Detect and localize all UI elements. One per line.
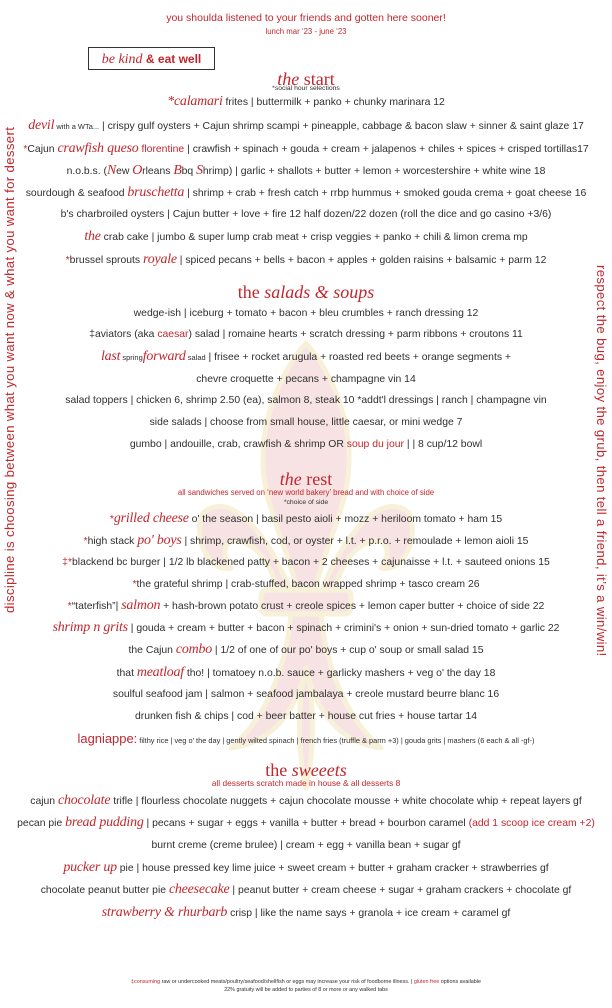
heading-word: sweeets <box>287 760 347 780</box>
item-crab-cake <box>6 228 606 246</box>
item-text: | shrimp + crab + fresh catch + rrbp hummus + smoked gouda crema + goat cheese 16 <box>184 188 587 199</box>
item-text: the grateful shrimp | crab-stuffed, bacon wrapped shrimp + tasco cream 26 <box>136 579 480 590</box>
item-text: | | 8 cup/12 bowl <box>403 439 483 450</box>
item-shrimp-grits <box>6 619 606 637</box>
item-text: that <box>116 668 137 679</box>
heading-the: the <box>237 282 260 302</box>
tagline: you shoulda listened to your friends and gotten here sooner! <box>166 12 446 24</box>
item-highlight: forward <box>142 349 186 364</box>
side-note-right: respect the bug, enjoy the grub, then tell a friend, it’s a win/win! <box>594 265 609 657</box>
item-initial: S <box>196 163 203 178</box>
item-bruschetta <box>6 184 606 202</box>
item-addon: (add 1 scoop ice cream +2) <box>468 818 595 829</box>
item-initial: N <box>107 163 117 178</box>
item-text: | crawfish + spinach + gouda + cream + jalapenos + chiles + spices + crisped tortillas17 <box>184 144 589 155</box>
item-highlight: salmon <box>121 598 161 613</box>
item-text: Cajun <box>27 144 58 155</box>
item-text: sourdough & seafood <box>25 188 128 199</box>
item-text: | gouda + cream + butter + bacon + spinach + crimini's + onion + sun-dried tomato + garlic 22 <box>127 623 560 634</box>
item-meatloaf <box>6 664 606 682</box>
item-highlight: chocolate <box>57 793 111 808</box>
footer-text: raw or undercooked meats/poultry/seafood/shellfish or eggs may increase your risk of foodborne illness. | <box>160 979 414 985</box>
item-po-boys <box>6 532 606 550</box>
heading-the: the <box>277 69 300 89</box>
item-fish-chips <box>6 708 606 726</box>
item-taterfish-salmon <box>6 597 606 615</box>
item-text: rleans <box>142 166 174 177</box>
item-text: ew <box>116 166 133 177</box>
section-note-sweets: all desserts scratch made in house & all desserts 8 <box>211 778 401 788</box>
item-text: burnt creme (creme brulee) | cream + egg + vanilla bean + sugar gf <box>151 840 461 851</box>
section-note-start: *social hour selections <box>272 85 340 92</box>
item-text: gumbo | andouille, crab, crawfish & shrimp OR <box>129 439 347 450</box>
item-aviators-salad <box>6 326 606 344</box>
item-text: chevre croquette + pecans + champagne vin 14 <box>196 374 416 385</box>
item-text: the Cajun <box>128 645 176 656</box>
item-text: n.o.b.s. ( <box>66 166 107 177</box>
item-text: hrimp) <box>202 166 233 177</box>
heading-the: the <box>279 469 302 489</box>
item-calamari <box>6 93 606 111</box>
item-charbroiled-oysters <box>6 206 606 224</box>
item-text: | spiced pecans + bells + bacon + apples + golden raisins + balsamic + parm 12 <box>176 255 547 266</box>
item-text: b's charbroiled oysters | Cajun butter + love + fire 12 half dozen/22 dozen (roll the dice and go casino +3/6) <box>60 209 552 220</box>
item-text: | garlic + shallots + butter + lemon + worcestershire + white wine 18 <box>232 166 546 177</box>
heading-word: start <box>299 69 335 89</box>
item-marker: * <box>23 144 28 155</box>
item-initial: O <box>132 163 143 178</box>
motto-be-kind: be kind <box>101 52 143 67</box>
section-heading-salads <box>100 281 512 303</box>
item-text: | peanut butter + cream cheese + sugar + graham crackers + chocolate gf <box>229 885 572 896</box>
lagniappe-label: lagniappe: <box>77 731 138 746</box>
item-highlight: devil <box>28 118 55 133</box>
item-pb-cheesecake <box>6 881 606 899</box>
item-text: chocolate peanut butter pie <box>40 885 169 896</box>
item-highlight-plain: soup du jour <box>346 439 404 450</box>
footer-marker: ‡consuming <box>131 979 161 985</box>
item-text: | frisee + rocket arugula + roasted red beets + orange segments + <box>205 352 512 363</box>
item-marker: ‡* <box>62 557 72 568</box>
item-highlight: *calamari <box>167 94 223 109</box>
item-text: | pecans + sugar + eggs + vanilla + butter + bread + bourbon caramel <box>143 818 469 829</box>
heading-the: the <box>265 760 288 780</box>
item-spring-forward-salad <box>6 348 606 366</box>
lagniappe-sides <box>6 730 606 748</box>
side-note-left: discipline is choosing between what you want now & what you want for dessert <box>2 126 17 614</box>
item-cajun-combo <box>6 641 606 659</box>
item-bc-burger <box>6 554 606 572</box>
item-nobs <box>6 162 606 180</box>
motto-box <box>88 47 215 70</box>
item-marker: * <box>65 255 70 266</box>
item-text: wedge-ish | iceburg + tomato + bacon + bleu crumbles + ranch dressing 12 <box>133 308 479 319</box>
item-highlight-plain: florentine <box>138 144 185 155</box>
item-text: pie | house pressed key lime juice + sweet cream + butter + graham cracker + strawberries gf <box>116 863 549 874</box>
footer-gratuity: 22% gratuity will be added to parties of 8 or more or any walked tabs <box>224 987 388 993</box>
item-text: brussel sprouts <box>69 255 144 266</box>
item-wedge <box>6 305 606 323</box>
item-text: filthy rice | veg o' the day | gently wilted spinach | french fries (truffle & parm +3) | gouda grits | mashers (6 each & all -gf-) <box>137 736 535 745</box>
item-highlight: grilled cheese <box>113 511 189 526</box>
item-burnt-creme <box>6 837 606 855</box>
side-salads <box>6 414 606 432</box>
section-subnote-rest: *choice of side <box>283 499 329 506</box>
item-text: cajun <box>30 796 58 807</box>
item-grilled-cheese <box>6 510 606 528</box>
season-dates: lunch mar ‘23 - june ‘23 <box>265 27 347 36</box>
item-highlight: meatloaf <box>136 665 184 680</box>
item-gumbo <box>6 436 606 454</box>
item-spring-forward-salad-cont <box>6 371 606 389</box>
item-highlight-plain: caesar <box>157 329 189 340</box>
item-text: trifle | flourless chocolate nuggets + cajun chocolate mousse + white chocolate whip + repeat layers gf <box>110 796 582 807</box>
item-seafood-jam <box>6 686 606 704</box>
item-highlight: po' boys <box>137 533 182 548</box>
item-text: ) salad | romaine hearts + scratch dressing + parm ribbons + croutons 11 <box>188 329 523 340</box>
item-highlight: strawberry & rhurbarb <box>101 905 228 920</box>
item-aside: with a WTa... <box>54 122 100 131</box>
item-text: side salads | choose from small house, little caesar, or mini wedge 7 <box>149 417 463 428</box>
item-highlight: combo <box>175 642 212 657</box>
item-text: “taterfish”| <box>71 601 122 612</box>
item-aside: salad <box>185 353 206 362</box>
footer-text: options available <box>439 979 481 985</box>
item-initial: B <box>173 163 182 178</box>
item-text: tho! | tomatoey n.o.b. sauce + garlicky mashers + veg o' the day 18 <box>183 668 496 679</box>
item-text: o' the season | basil pesto aioli + mozz + heriloom tomato + ham 15 <box>188 514 503 525</box>
item-devil <box>6 117 606 135</box>
item-marker: * <box>67 601 72 612</box>
item-text: crab cake | jumbo & super lump crab meat + crisp veggies + panko + chili & limon crema mp <box>100 232 528 243</box>
item-text: crisp | like the name says + granola + ice cream + caramel gf <box>227 908 511 919</box>
item-marker: * <box>109 514 114 525</box>
item-text: blackend bc burger | 1/2 lb blackened patty + bacon + 2 cheeses + cajunaisse + l.t. + sauteed onions 15 <box>72 557 550 568</box>
item-text: drunken fish & chips | cod + beer batter + house cut fries + house tartar 14 <box>134 711 478 722</box>
item-crawfish-queso <box>6 140 606 158</box>
item-text: bq <box>181 166 197 177</box>
item-highlight: royale <box>143 252 177 267</box>
item-chocolate-trifle <box>6 792 606 810</box>
item-highlight: bread pudding <box>65 815 144 830</box>
item-highlight: cheesecake <box>168 882 230 897</box>
item-text: soulful seafood jam | salmon + seafood jambalaya + creole mustard beurre blanc 16 <box>112 689 500 700</box>
item-text: | shrimp, crawfish, cod, or oyster + l.t. + p.r.o. + remoulade + lemon aioli 15 <box>181 536 529 547</box>
item-text: salad toppers | chicken 6, shrimp 2.50 (ea), salmon 8, steak 10 *addt'l dressings | ranch | champagne vin <box>65 395 547 406</box>
item-pucker-up-pie <box>6 859 606 877</box>
item-text: frites | buttermilk + panko + chunky marinara 12 <box>222 97 445 108</box>
item-highlight: last <box>100 349 121 364</box>
footer-gluten-free: gluten free <box>413 979 440 985</box>
item-highlight: bruschetta <box>127 185 185 200</box>
item-highlight: pucker up <box>63 860 117 875</box>
item-marker: * <box>132 579 137 590</box>
item-text: high stack <box>87 536 138 547</box>
item-highlight: the <box>84 229 101 244</box>
item-text: | crispy gulf oysters + Cajun shrimp scampi + pineapple, cabbage & bacon slaw + sinner & saint glaze 17 <box>99 121 584 132</box>
item-text: + hash-brown potato crust + creole spices + lemon caper butter + choice of side 22 <box>160 601 545 612</box>
item-strawberry-crisp <box>6 904 606 922</box>
item-aside: spring <box>120 353 143 362</box>
salad-toppers <box>6 392 606 410</box>
item-brussel-sprouts <box>6 251 606 269</box>
item-highlight: shrimp n grits <box>52 620 128 635</box>
heading-word: salads & soups <box>259 282 375 302</box>
section-note-rest: all sandwiches served on ‘new world bakery’ bread and with choice of side <box>177 488 435 497</box>
item-text: pecan pie <box>17 818 66 829</box>
heading-word: rest <box>301 469 333 489</box>
item-marker: * <box>83 536 88 547</box>
item-highlight: crawfish queso <box>57 141 139 156</box>
motto-eat-well: & eat well <box>142 52 202 66</box>
item-grateful-shrimp <box>6 576 606 594</box>
item-text: | 1/2 of one of our po' boys + cup o' soup or small salad 15 <box>211 645 484 656</box>
item-text: ‡aviators (aka <box>89 329 158 340</box>
item-bread-pudding <box>6 814 606 832</box>
